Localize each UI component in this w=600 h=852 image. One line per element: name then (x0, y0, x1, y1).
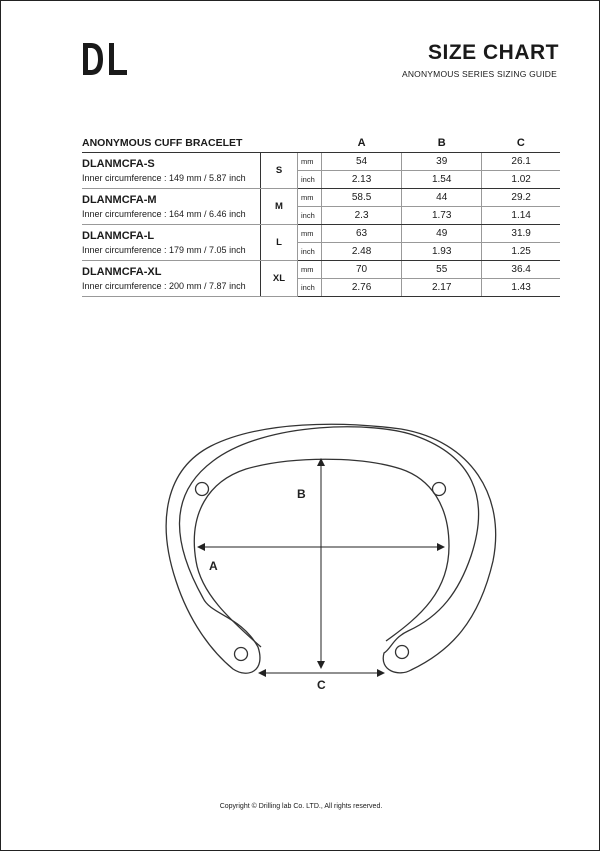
size-code: S (261, 152, 298, 188)
size-code: XL (261, 260, 298, 296)
product-circumference: Inner circumference : 149 mm / 5.87 inch (82, 172, 246, 183)
value-cell: 36.4 (482, 260, 560, 278)
product-circumference: Inner circumference : 200 mm / 7.87 inch (82, 280, 246, 291)
value-cell: 55 (402, 260, 482, 278)
cuff-hole-top-right (433, 483, 446, 496)
value-cell: 39 (402, 152, 482, 170)
unit-label: inch (298, 206, 322, 224)
value-cell: 2.13 (322, 170, 402, 188)
value-cell: 1.73 (402, 206, 482, 224)
column-header-a: A (322, 135, 402, 152)
value-cell: 29.2 (482, 188, 560, 206)
product-cell (82, 224, 261, 260)
dimension-label-c: C (317, 678, 326, 692)
product-cell (82, 152, 261, 188)
product-name: DLANMCFA-XL (82, 265, 162, 278)
value-cell: 1.54 (402, 170, 482, 188)
value-cell: 49 (402, 224, 482, 242)
value-cell: 44 (402, 188, 482, 206)
unit-label: mm (298, 224, 322, 242)
product-cell (82, 260, 261, 296)
column-header-b: B (402, 135, 482, 152)
value-cell: 26.1 (482, 152, 560, 170)
value-cell: 2.17 (402, 278, 482, 296)
column-header-c: C (482, 135, 560, 152)
bracelet-diagram (1, 1, 600, 852)
dimension-label-b: B (297, 487, 306, 501)
value-cell: 58.5 (322, 188, 402, 206)
value-cell: 2.48 (322, 242, 402, 260)
product-circumference: Inner circumference : 164 mm / 6.46 inch (82, 208, 246, 219)
size-table (82, 135, 560, 297)
copyright-footer: Copyright © Drilling lab Co. LTD., All rights reserved. (219, 803, 383, 810)
value-cell: 1.02 (482, 170, 560, 188)
table-row (82, 152, 560, 170)
table-row (82, 224, 560, 242)
unit-label: inch (298, 242, 322, 260)
table-header-row (82, 135, 560, 152)
value-cell: 2.76 (322, 278, 402, 296)
page-title: SIZE CHART (428, 41, 559, 64)
cuff-hole-bottom-right (396, 646, 409, 659)
unit-label: mm (298, 188, 322, 206)
value-cell: 1.43 (482, 278, 560, 296)
cuff-hole-top-left (196, 483, 209, 496)
table-row (82, 260, 560, 278)
product-name: DLANMCFA-M (82, 193, 157, 206)
product-name: DLANMCFA-L (82, 229, 155, 242)
value-cell: 70 (322, 260, 402, 278)
brand-logo (81, 41, 129, 77)
product-circumference: Inner circumference : 179 mm / 7.05 inch (82, 244, 246, 255)
unit-label: inch (298, 170, 322, 188)
value-cell: 1.25 (482, 242, 560, 260)
size-code: L (261, 224, 298, 260)
unit-label: mm (298, 152, 322, 170)
product-name: DLANMCFA-S (82, 157, 155, 170)
size-code: M (261, 188, 298, 224)
table-row (82, 188, 560, 206)
product-header: ANONYMOUS CUFF BRACELET (82, 135, 322, 152)
unit-label: mm (298, 260, 322, 278)
product-cell (82, 188, 261, 224)
value-cell: 63 (322, 224, 402, 242)
value-cell: 54 (322, 152, 402, 170)
value-cell: 2.3 (322, 206, 402, 224)
value-cell: 31.9 (482, 224, 560, 242)
value-cell: 1.14 (482, 206, 560, 224)
cuff-outline (166, 424, 495, 673)
cuff-hole-bottom-left (235, 648, 248, 661)
unit-label: inch (298, 278, 322, 296)
page-subtitle: ANONYMOUS SERIES SIZING GUIDE (401, 69, 557, 79)
dimension-label-a: A (209, 559, 218, 573)
cuff-inner-outline (194, 459, 449, 647)
value-cell: 1.93 (402, 242, 482, 260)
